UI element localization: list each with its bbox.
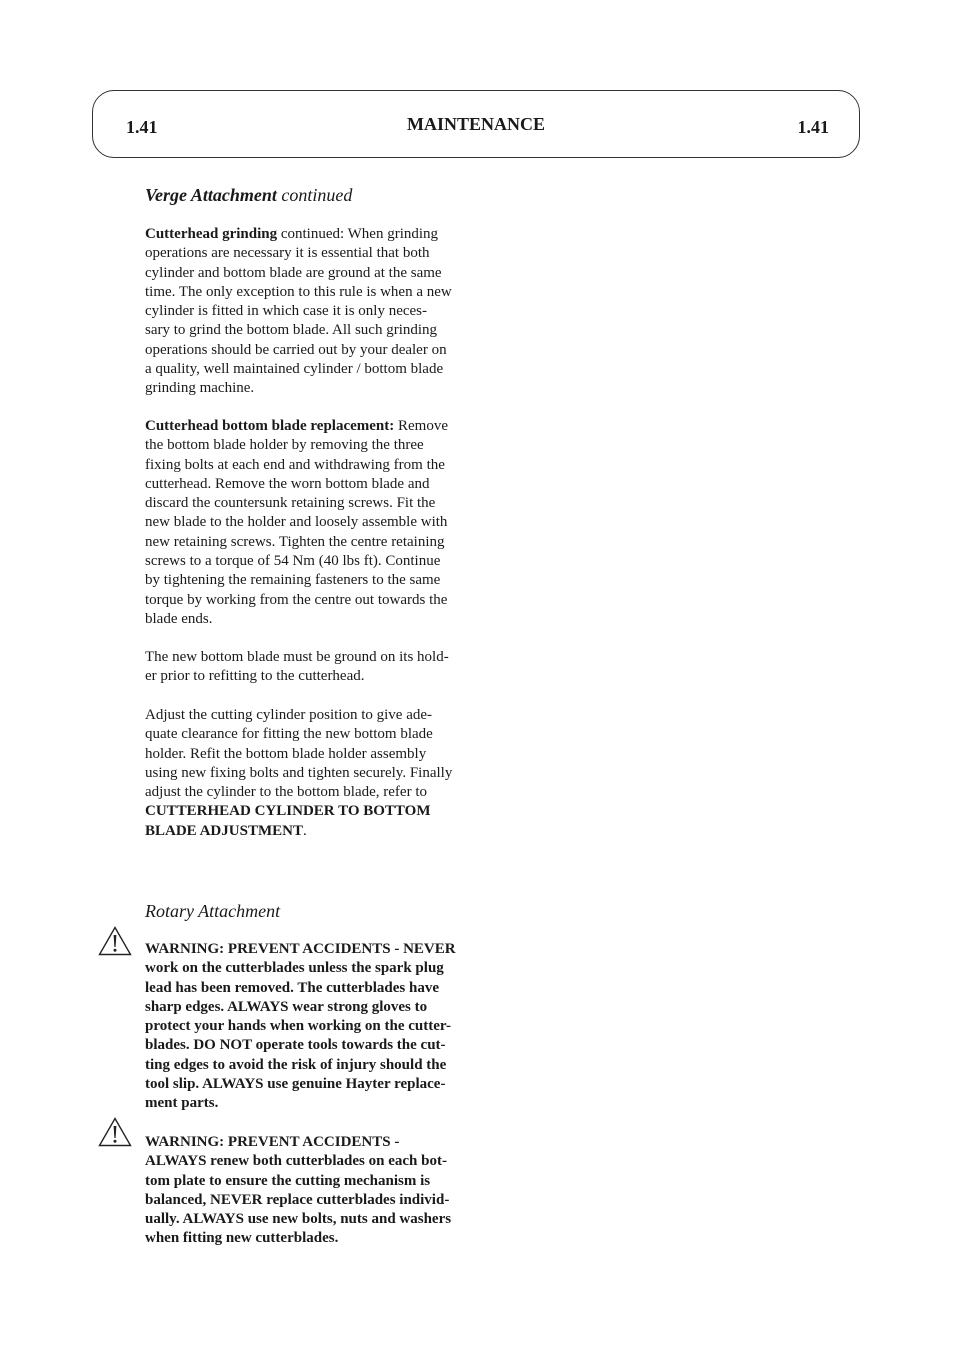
text-line: sharp edges. ALWAYS wear strong gloves to (145, 998, 428, 1015)
text-line: . (302, 822, 307, 839)
text-line: The new bottom blade must be ground on its hold- (145, 649, 449, 665)
text-line: screws to a torque of 54 Nm (40 lbs ft). Continue (145, 553, 441, 570)
text-line: a quality, well maintained cylinder / bottom blade (145, 361, 444, 378)
text-line: tool slip. ALWAYS use genuine Hayter replace- (145, 1076, 446, 1093)
text-line: work on the cutterblades unless the spark plug (145, 960, 444, 977)
cross-reference: CUTTERHEAD CYLINDER TO BOTTOM (145, 803, 431, 820)
section-number-right: 1.41 (797, 117, 829, 137)
grinding-paragraph (145, 225, 481, 399)
grind-note-paragraph (145, 648, 481, 687)
text-line: by tightening the remaining fasteners to the same (145, 572, 441, 589)
text-line: operations are necessary it is essential that both (145, 245, 430, 262)
warning-triangle-icon (98, 926, 132, 956)
text-line: discard the countersunk retaining screws. Fit the (145, 495, 436, 512)
text-line: grinding machine. (145, 380, 255, 397)
text-line: ually. ALWAYS use new bolts, nuts and washers (145, 1211, 452, 1228)
warning-paragraph-1 (145, 940, 481, 1114)
text-line: adjust the cylinder to the bottom blade, refer to (145, 784, 427, 801)
text-line: protect your hands when working on the cutter- (145, 1018, 451, 1035)
text-line: when fitting new cutterblades. (145, 1230, 339, 1247)
text-line: continued: When grinding (277, 226, 439, 242)
text-line: WARNING: PREVENT ACCIDENTS - NEVER (145, 941, 456, 957)
text-line: blades. DO NOT operate tools towards the cut- (145, 1037, 446, 1054)
verge-heading (145, 184, 481, 206)
text-line: torque by working from the centre out towards the (145, 591, 448, 608)
text-line: WARNING: PREVENT ACCIDENTS - (145, 1134, 400, 1150)
text-line: balanced, NEVER replace cutterblades individ- (145, 1191, 450, 1208)
blade-replacement-lead: Cutterhead bottom blade replacement: (145, 418, 395, 434)
verge-heading-suffix: continued (276, 185, 353, 205)
rotary-heading-text: Rotary Attachment (145, 901, 281, 921)
text-line: ting edges to avoid the risk of injury should the (145, 1056, 447, 1073)
verge-heading-main: Verge Attachment (145, 185, 277, 205)
text-line: ALWAYS renew both cutterblades on each bot- (145, 1153, 447, 1170)
page-title: MAINTENANCE (406, 114, 545, 134)
rotary-heading (145, 900, 481, 922)
text-line: holder. Refit the bottom blade holder assembly (145, 745, 427, 762)
text-line: cylinder and bottom blade are ground at the same (145, 264, 442, 281)
text-line: Remove (394, 418, 449, 434)
text-line: lead has been removed. The cutterblades have (145, 979, 440, 996)
text-line: er prior to refitting to the cutterhead. (145, 668, 365, 685)
text-line: time. The only exception to this rule is when a new (145, 283, 452, 300)
text-line: cylinder is fitted in which case it is only neces- (145, 303, 428, 320)
text-line: operations should be carried out by your dealer on (145, 341, 447, 358)
warning-triangle-icon (98, 1117, 132, 1147)
text-line: Adjust the cutting cylinder position to give ade- (145, 707, 433, 723)
adjust-cylinder-paragraph (145, 706, 481, 841)
text-line: quate clearance for fitting the new bottom blade (145, 726, 433, 743)
text-line: new blade to the holder and loosely assemble with (145, 514, 448, 531)
page-header (92, 90, 860, 158)
text-line: tom plate to ensure the cutting mechanism is (145, 1172, 431, 1189)
text-line: ment parts. (145, 1095, 219, 1112)
grinding-lead: Cutterhead grinding (145, 226, 278, 242)
text-line: the bottom blade holder by removing the three (145, 437, 424, 454)
text-line: new retaining screws. Tighten the centre retaining (145, 533, 445, 550)
warning-paragraph-2 (145, 1133, 481, 1249)
text-line: sary to grind the bottom blade. All such grinding (145, 322, 438, 339)
blade-replacement-paragraph (145, 417, 481, 629)
cross-reference: BLADE ADJUSTMENT (145, 822, 303, 839)
text-line: cutterhead. Remove the worn bottom blade and (145, 475, 430, 492)
text-line: fixing bolts at each end and withdrawing from the (145, 456, 445, 473)
section-number-left: 1.41 (126, 117, 158, 137)
text-line: using new fixing bolts and tighten securely. Finally (145, 764, 453, 781)
text-line: blade ends. (145, 610, 213, 627)
